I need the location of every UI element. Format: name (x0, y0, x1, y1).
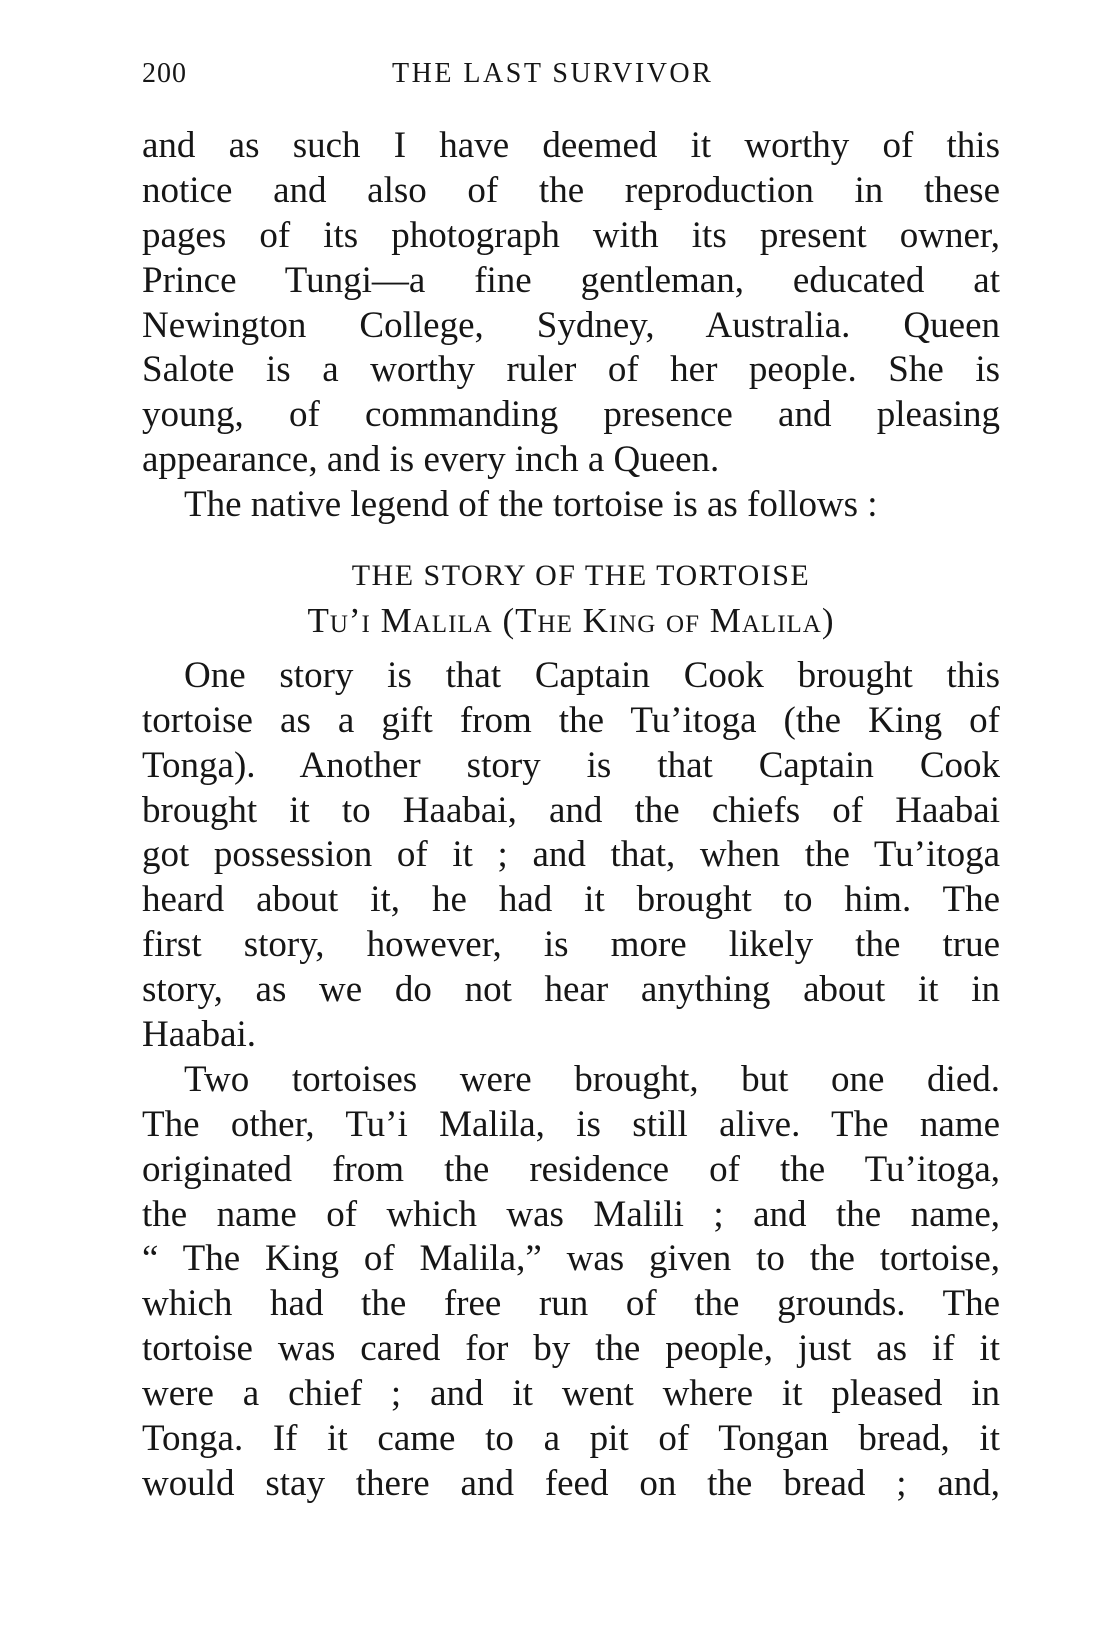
text-line: “ The King of Malila,” was given to the tortoise, (142, 1238, 1000, 1280)
section-heading: THE STORY OF THE TORTOISE (351, 559, 811, 593)
text-line: first story, however, is more likely the true (142, 924, 1000, 966)
section-subheading: Tu’i Malila (The King of Malila) (307, 600, 835, 640)
text-line: notice and also of the reproduction in these (142, 169, 1000, 211)
text-line: got possession of it ; and that, when the Tu’itoga (142, 834, 1000, 876)
running-title: THE LAST SURVIVOR (392, 58, 714, 89)
story-paragraph-2 (142, 1058, 1000, 1507)
story-paragraph-1 (142, 654, 1000, 1058)
text-line: One story is that Captain Cook brought this (184, 654, 1000, 696)
text-line: Haabai. (142, 1014, 257, 1056)
text-line: Tonga. If it came to a pit of Tongan bread, it (142, 1418, 1000, 1460)
text-line: story, as we do not hear anything about it in (142, 969, 1000, 1011)
text-line: would stay there and feed on the bread ; and, (142, 1462, 1000, 1504)
text-line: young, of commanding presence and pleasing (142, 394, 1000, 436)
text-line: The native legend of the tortoise is as follows : (184, 484, 878, 526)
text-line: Newington College, Sydney, Australia. Queen (142, 304, 1000, 346)
text-line: The other, Tu’i Malila, is still alive. The name (142, 1103, 1000, 1145)
text-line: Prince Tungi—a fine gentleman, educated at (142, 259, 1000, 301)
text-line: Tonga). Another story is that Captain Cook (142, 744, 1000, 786)
running-head (142, 58, 1000, 98)
text-line: were a chief ; and it went where it pleased in (142, 1373, 1000, 1415)
text-line: pages of its photograph with its present owner, (142, 214, 1000, 256)
text-line: Two tortoises were brought, but one died. (184, 1058, 1000, 1100)
text-line: brought it to Haabai, and the chiefs of Haabai (142, 789, 1000, 831)
legend-intro-paragraph (142, 483, 1000, 528)
intro-paragraph (142, 124, 1000, 483)
text-line: tortoise as a gift from the Tu’itoga (the King of (142, 699, 1000, 741)
body-text (142, 124, 1000, 1507)
text-line: originated from the residence of the Tu’itoga, (142, 1148, 1000, 1190)
text-line: appearance, and is every inch a Queen. (142, 439, 720, 481)
text-line: tortoise was cared for by the people, just as if it (142, 1328, 1000, 1370)
text-line: heard about it, he had it brought to him. The (142, 879, 1000, 921)
text-line: and as such I have deemed it worthy of this (142, 125, 1000, 166)
text-line: which had the free run of the grounds. The (142, 1283, 1000, 1325)
text-line: Salote is a worthy ruler of her people. She is (142, 349, 1000, 391)
text-line: the name of which was Malili ; and the name, (142, 1193, 1000, 1235)
page-number: 200 (142, 58, 187, 89)
